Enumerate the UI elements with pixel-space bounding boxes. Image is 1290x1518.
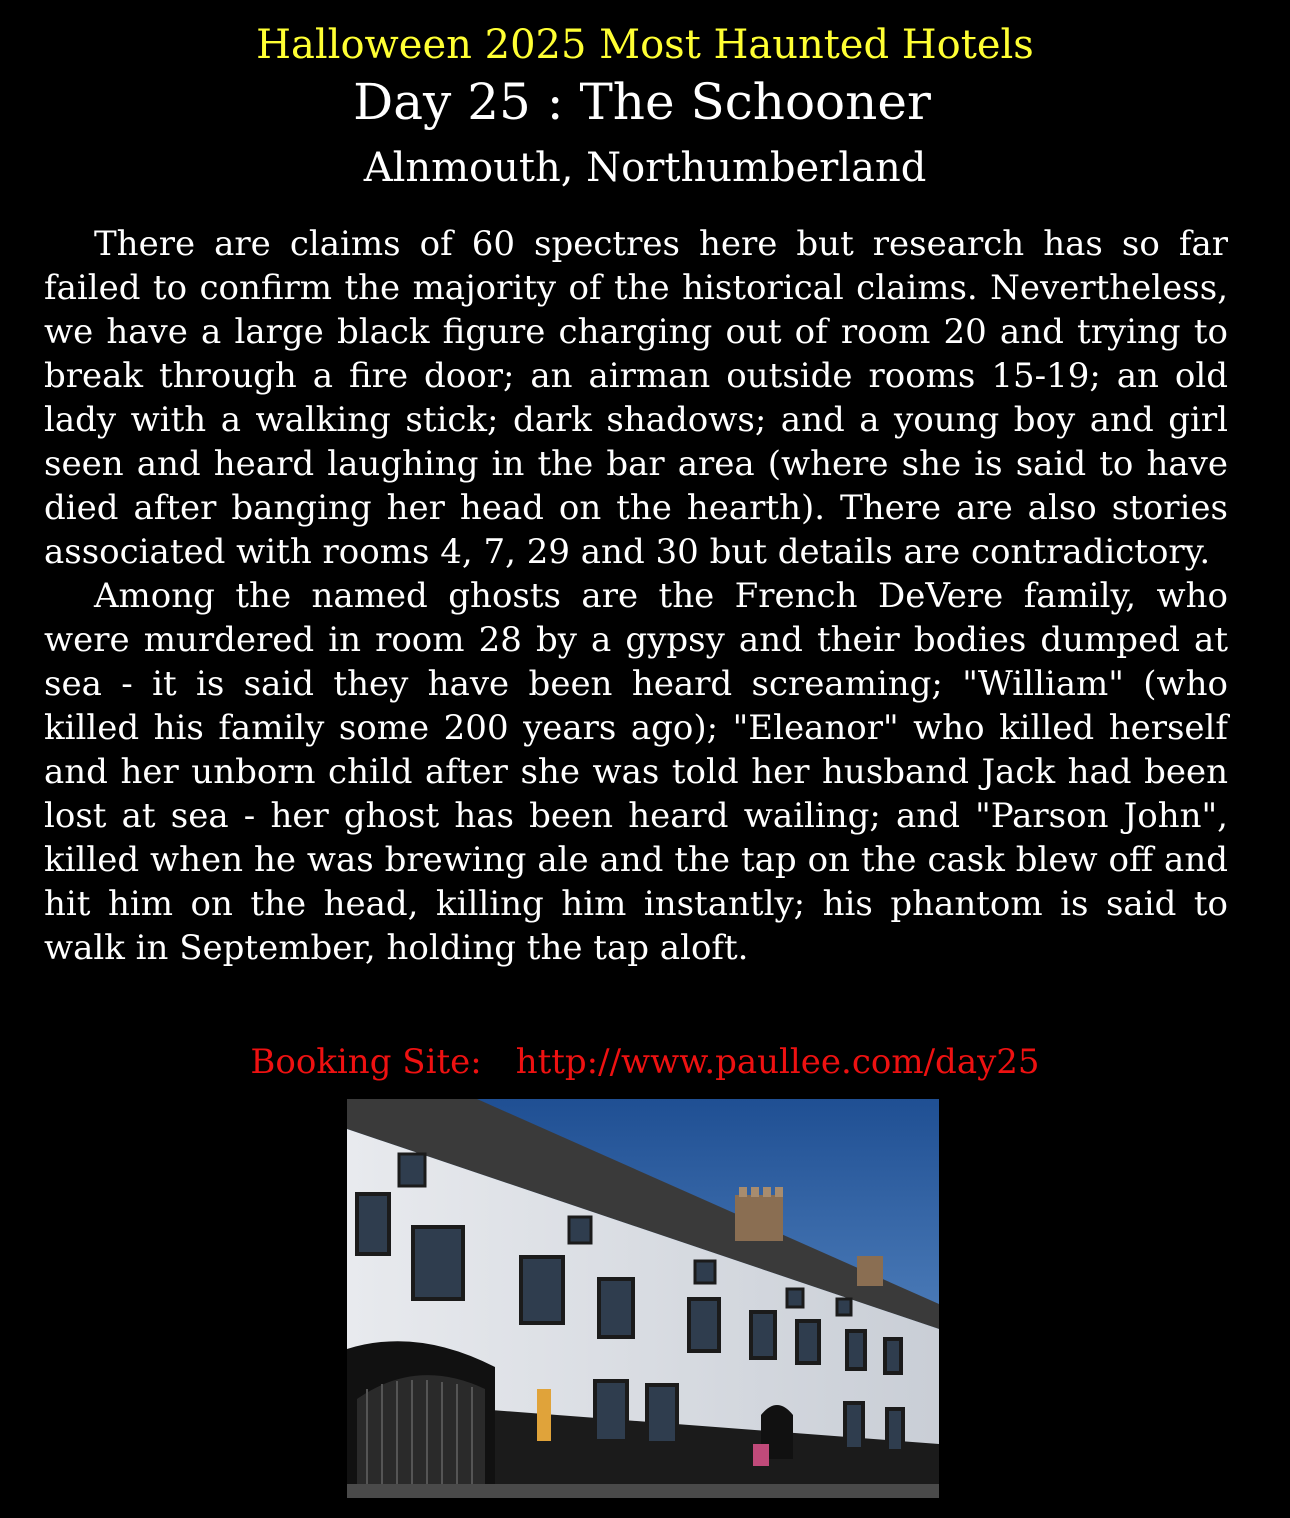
booking-label: Booking Site:	[250, 1042, 482, 1082]
booking-line	[0, 1040, 1290, 1084]
series-title: Halloween 2025 Most Haunted Hotels	[256, 22, 1034, 68]
article-paragraph: Among the named ghosts are the French DeVere family, who were murdered in room 28 by a gypsy and their bodies dumped at sea - it is said they have been heard screaming; "William" (who killed his family some 200 years ago); "Eleanor" who killed herself and her unborn child after she was told her husband Jack had been lost at sea - her ghost has been heard wailing; and "Parson John", killed when he was brewing ale and the tap on the cask blew off and hit him on the head, killing him instantly; his phantom is said to walk in September, holding the tap aloft.	[44, 576, 1228, 968]
article-paragraph: There are claims of 60 spectres here but research has so far failed to confirm the majority of the historical claims. Nevertheless, we have a large black figure charging out of room 20 and trying to break through a fire door; an airman outside rooms 15-19; an old lady with a walking stick; dark shadows; and a young boy and girl seen and heard laughing in the bar area (where she is said to have died after banging her head on the hearth). There are also stories associated with rooms 4, 7, 29 and 30 but details are contradictory.	[44, 224, 1228, 572]
article-body	[44, 222, 1228, 970]
booking-link[interactable]: http://www.paullee.com/day25	[515, 1042, 1040, 1082]
page-title: Day 25 : The Schooner	[353, 73, 931, 131]
location-subtitle: Alnmouth, Northumberland	[363, 145, 927, 191]
hotel-photo	[347, 1099, 939, 1498]
